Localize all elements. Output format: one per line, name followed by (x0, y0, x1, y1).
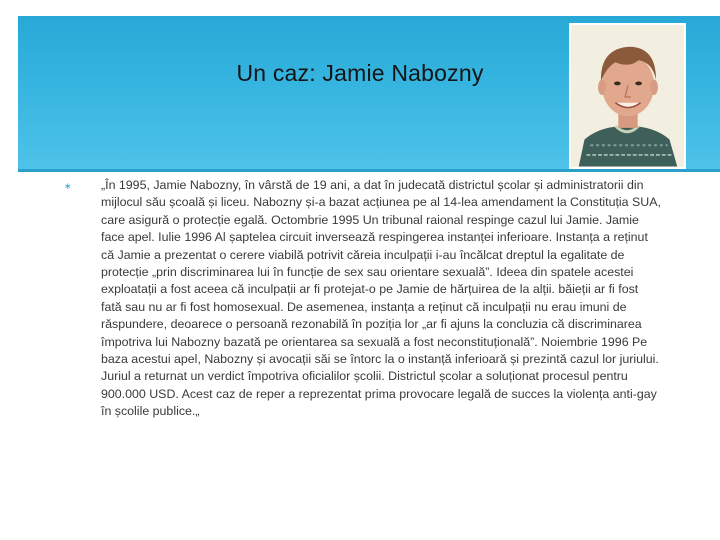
slide-title: Un caz: Jamie Nabozny (236, 60, 484, 86)
portrait-photo (569, 23, 686, 169)
portrait-illustration (571, 25, 684, 167)
bullet-icon: ∗ (64, 181, 72, 191)
body-text: „În 1995, Jamie Nabozny, în vârstă de 19 ani, a dat în judecată districtul școlar și administratorii din mijlocul său școală și liceu. Nabozny și-a bazat acțiunea pe al 14-lea amendament la Constituția SUA, care asigură o protecție egală. Octombrie 1995 Un tribunal raional respinge cazul lui Jamie. Jamie face apel. Iulie 1996 Al șaptelea circuit inversează respingerea instanței inferioare. Instanța a reținut că Jamie a prezentat o cerere viabilă potrivit căreia inculpații i-au încălcat dreptul la egalitate de protecție „prin discriminarea lui în funcție de sex sau orientare sexuală”. Ideea din spatele acestei exploatații a fost aceea că inculpații ar fi protejat-o pe Jamie de hărțuirea de la alții. băieții ar fi fost fată sau nu ar fi fost homosexual. De asemenea, instanța a reținut că inculpații nu erau imuni de răspundere, deoarece o persoană rezonabilă în poziția lor „ar fi ajuns la concluzia că discriminarea împotriva lui Nabozny bazată pe orientarea sa sexuală a fost neconstituțională”. Noiembrie 1996 Pe baza acestui apel, Nabozny și avocații săi se întorc la o instanță inferioară și prezintă cazul lor juriului. Juriul a returnat un verdict împotriva oficialilor școlii. Districtul școlar a soluționat procesul pentru 900.000 USD. Acest caz de reper a reprezentat prima provocare legală de succes la violența anti-gay în școlile publice.„ (101, 178, 661, 419)
